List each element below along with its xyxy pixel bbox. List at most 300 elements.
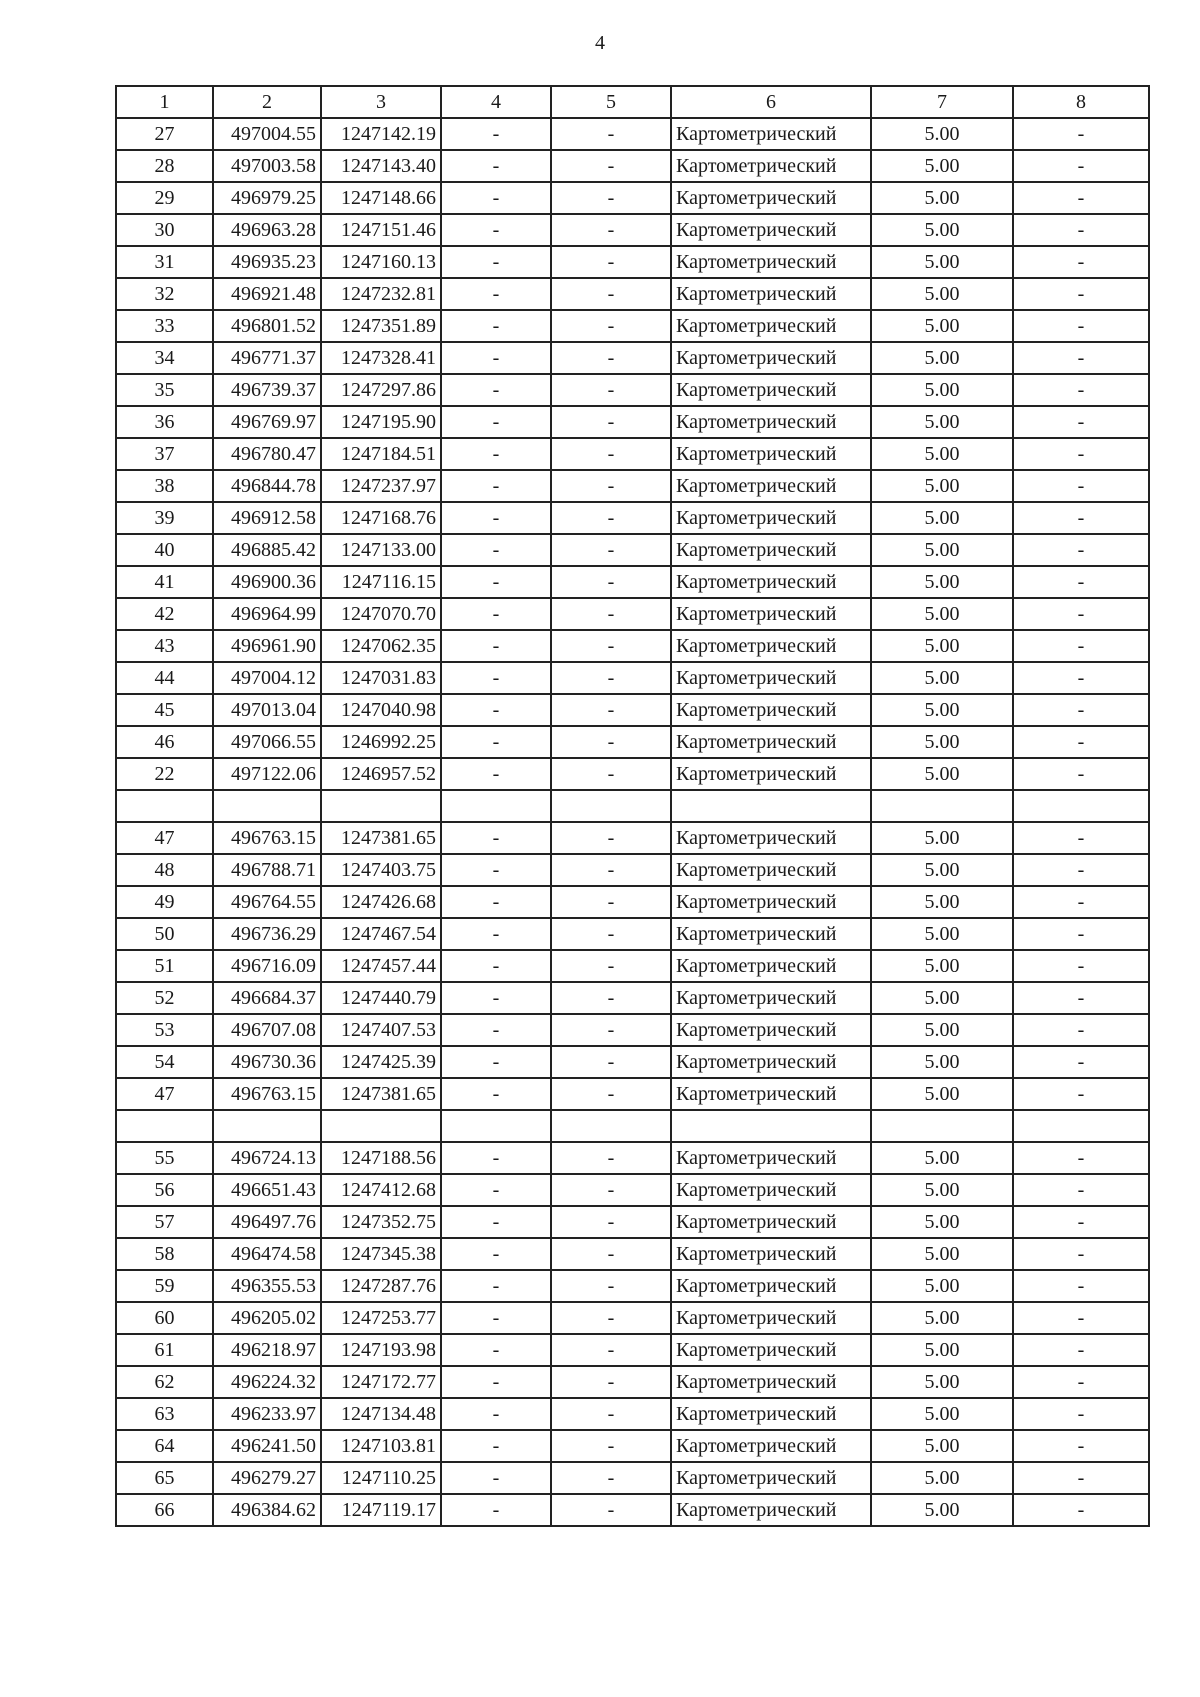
- accuracy-cell: 5.00: [871, 758, 1013, 790]
- point-number-cell: 29: [116, 182, 213, 214]
- accuracy-cell: 5.00: [871, 1398, 1013, 1430]
- accuracy-cell: 5.00: [871, 1174, 1013, 1206]
- method-cell: Картометрический: [671, 182, 871, 214]
- y-coordinate-cell: 1246992.25: [321, 726, 441, 758]
- column-5-cell: -: [551, 342, 671, 374]
- point-number-cell: [116, 1110, 213, 1142]
- y-coordinate-cell: 1247188.56: [321, 1142, 441, 1174]
- column-5-cell: [551, 1110, 671, 1142]
- method-cell: Картометрический: [671, 982, 871, 1014]
- table-row: [116, 630, 1149, 662]
- method-cell: Картометрический: [671, 502, 871, 534]
- column-5-cell: -: [551, 598, 671, 630]
- accuracy-cell: 5.00: [871, 598, 1013, 630]
- y-coordinate-cell: 1247412.68: [321, 1174, 441, 1206]
- table-row: [116, 662, 1149, 694]
- method-cell: Картометрический: [671, 1174, 871, 1206]
- column-8-cell: -: [1013, 438, 1149, 470]
- y-coordinate-cell: 1247381.65: [321, 822, 441, 854]
- column-8-cell: -: [1013, 182, 1149, 214]
- y-coordinate-cell: 1247133.00: [321, 534, 441, 566]
- point-number-cell: 32: [116, 278, 213, 310]
- method-cell: Картометрический: [671, 406, 871, 438]
- table-row: [116, 854, 1149, 886]
- point-number-cell: 41: [116, 566, 213, 598]
- point-number-cell: 40: [116, 534, 213, 566]
- column-5-cell: -: [551, 1302, 671, 1334]
- point-number-cell: 53: [116, 1014, 213, 1046]
- accuracy-cell: 5.00: [871, 1270, 1013, 1302]
- column-8-cell: -: [1013, 470, 1149, 502]
- column-5-cell: -: [551, 822, 671, 854]
- y-coordinate-cell: 1247351.89: [321, 310, 441, 342]
- point-number-cell: 35: [116, 374, 213, 406]
- column-5-cell: -: [551, 694, 671, 726]
- table-row: [116, 1142, 1149, 1174]
- y-coordinate-cell: 1247287.76: [321, 1270, 441, 1302]
- column-5-cell: -: [551, 1174, 671, 1206]
- column-4-cell: [441, 1110, 551, 1142]
- column-4-cell: -: [441, 1462, 551, 1494]
- point-number-cell: 61: [116, 1334, 213, 1366]
- table-row: [116, 534, 1149, 566]
- accuracy-cell: 5.00: [871, 502, 1013, 534]
- column-4-cell: -: [441, 406, 551, 438]
- method-cell: Картометрический: [671, 214, 871, 246]
- column-4-cell: -: [441, 1398, 551, 1430]
- method-cell: Картометрический: [671, 918, 871, 950]
- column-8-cell: -: [1013, 406, 1149, 438]
- x-coordinate-cell: 496788.71: [213, 854, 321, 886]
- method-cell: Картометрический: [671, 1398, 871, 1430]
- y-coordinate-cell: 1247172.77: [321, 1366, 441, 1398]
- column-5-cell: -: [551, 1494, 671, 1526]
- column-5-cell: -: [551, 1238, 671, 1270]
- method-cell: Картометрический: [671, 278, 871, 310]
- x-coordinate-cell: 496355.53: [213, 1270, 321, 1302]
- method-cell: Картометрический: [671, 1078, 871, 1110]
- x-coordinate-cell: 496224.32: [213, 1366, 321, 1398]
- accuracy-cell: 5.00: [871, 950, 1013, 982]
- table-row: [116, 758, 1149, 790]
- method-cell: Картометрический: [671, 374, 871, 406]
- x-coordinate-cell: 496935.23: [213, 246, 321, 278]
- y-coordinate-cell: 1247253.77: [321, 1302, 441, 1334]
- point-number-cell: 47: [116, 1078, 213, 1110]
- point-number-cell: 33: [116, 310, 213, 342]
- header-cell: 7: [871, 86, 1013, 118]
- method-cell: Картометрический: [671, 1302, 871, 1334]
- point-number-cell: 45: [116, 694, 213, 726]
- y-coordinate-cell: 1247237.97: [321, 470, 441, 502]
- column-5-cell: [551, 790, 671, 822]
- column-8-cell: -: [1013, 758, 1149, 790]
- column-8-cell: -: [1013, 502, 1149, 534]
- x-coordinate-cell: 496736.29: [213, 918, 321, 950]
- x-coordinate-cell: 496771.37: [213, 342, 321, 374]
- column-5-cell: -: [551, 406, 671, 438]
- table-row: [116, 790, 1149, 822]
- table-row: [116, 374, 1149, 406]
- column-5-cell: -: [551, 630, 671, 662]
- table-row: [116, 1430, 1149, 1462]
- method-cell: Картометрический: [671, 1238, 871, 1270]
- point-number-cell: 63: [116, 1398, 213, 1430]
- column-4-cell: -: [441, 1046, 551, 1078]
- column-8-cell: [1013, 1110, 1149, 1142]
- table-row: [116, 1014, 1149, 1046]
- accuracy-cell: 5.00: [871, 342, 1013, 374]
- column-4-cell: -: [441, 1334, 551, 1366]
- table-row: [116, 214, 1149, 246]
- column-8-cell: -: [1013, 566, 1149, 598]
- method-cell: Картометрический: [671, 726, 871, 758]
- point-number-cell: [116, 790, 213, 822]
- accuracy-cell: [871, 1110, 1013, 1142]
- table-row: [116, 1366, 1149, 1398]
- column-5-cell: -: [551, 214, 671, 246]
- y-coordinate-cell: 1247134.48: [321, 1398, 441, 1430]
- column-8-cell: -: [1013, 342, 1149, 374]
- point-number-cell: 56: [116, 1174, 213, 1206]
- method-cell: Картометрический: [671, 310, 871, 342]
- accuracy-cell: 5.00: [871, 310, 1013, 342]
- y-coordinate-cell: 1247119.17: [321, 1494, 441, 1526]
- method-cell: Картометрический: [671, 854, 871, 886]
- column-8-cell: -: [1013, 1334, 1149, 1366]
- method-cell: Картометрический: [671, 886, 871, 918]
- method-cell: Картометрический: [671, 822, 871, 854]
- column-4-cell: -: [441, 694, 551, 726]
- column-8-cell: -: [1013, 982, 1149, 1014]
- column-4-cell: -: [441, 566, 551, 598]
- column-8-cell: -: [1013, 534, 1149, 566]
- column-5-cell: -: [551, 1014, 671, 1046]
- y-coordinate-cell: 1247381.65: [321, 1078, 441, 1110]
- method-cell: Картометрический: [671, 1206, 871, 1238]
- point-number-cell: 62: [116, 1366, 213, 1398]
- accuracy-cell: 5.00: [871, 1462, 1013, 1494]
- point-number-cell: 59: [116, 1270, 213, 1302]
- table-body: [116, 86, 1149, 1526]
- y-coordinate-cell: 1247195.90: [321, 406, 441, 438]
- table-row: [116, 150, 1149, 182]
- column-8-cell: -: [1013, 374, 1149, 406]
- accuracy-cell: 5.00: [871, 278, 1013, 310]
- method-cell: Картометрический: [671, 630, 871, 662]
- y-coordinate-cell: 1247184.51: [321, 438, 441, 470]
- column-5-cell: -: [551, 1142, 671, 1174]
- y-coordinate-cell: 1247151.46: [321, 214, 441, 246]
- method-cell: Картометрический: [671, 150, 871, 182]
- column-5-cell: -: [551, 310, 671, 342]
- y-coordinate-cell: [321, 1110, 441, 1142]
- column-5-cell: -: [551, 1430, 671, 1462]
- column-5-cell: -: [551, 566, 671, 598]
- column-4-cell: -: [441, 246, 551, 278]
- y-coordinate-cell: 1247440.79: [321, 982, 441, 1014]
- column-4-cell: -: [441, 662, 551, 694]
- table-row: [116, 1270, 1149, 1302]
- point-number-cell: 42: [116, 598, 213, 630]
- accuracy-cell: 5.00: [871, 982, 1013, 1014]
- column-4-cell: -: [441, 982, 551, 1014]
- column-8-cell: -: [1013, 630, 1149, 662]
- column-4-cell: -: [441, 1238, 551, 1270]
- accuracy-cell: 5.00: [871, 118, 1013, 150]
- accuracy-cell: 5.00: [871, 182, 1013, 214]
- table-row: [116, 982, 1149, 1014]
- accuracy-cell: 5.00: [871, 1014, 1013, 1046]
- table-row: [116, 726, 1149, 758]
- table-row: [116, 566, 1149, 598]
- column-8-cell: -: [1013, 1462, 1149, 1494]
- column-5-cell: -: [551, 374, 671, 406]
- column-4-cell: -: [441, 214, 551, 246]
- x-coordinate-cell: 496979.25: [213, 182, 321, 214]
- point-number-cell: 22: [116, 758, 213, 790]
- column-5-cell: -: [551, 1366, 671, 1398]
- accuracy-cell: 5.00: [871, 246, 1013, 278]
- table-row: [116, 598, 1149, 630]
- x-coordinate-cell: 497066.55: [213, 726, 321, 758]
- x-coordinate-cell: 496218.97: [213, 1334, 321, 1366]
- method-cell: Картометрический: [671, 1046, 871, 1078]
- table-row: [116, 950, 1149, 982]
- table-row: [116, 342, 1149, 374]
- table-row: [116, 1494, 1149, 1526]
- x-coordinate-cell: [213, 1110, 321, 1142]
- table-row: [116, 1174, 1149, 1206]
- y-coordinate-cell: 1247143.40: [321, 150, 441, 182]
- x-coordinate-cell: 496964.99: [213, 598, 321, 630]
- column-4-cell: -: [441, 1270, 551, 1302]
- column-5-cell: -: [551, 1398, 671, 1430]
- table-row: [116, 822, 1149, 854]
- table-row: [116, 118, 1149, 150]
- y-coordinate-cell: 1246957.52: [321, 758, 441, 790]
- accuracy-cell: 5.00: [871, 918, 1013, 950]
- y-coordinate-cell: 1247345.38: [321, 1238, 441, 1270]
- column-5-cell: -: [551, 854, 671, 886]
- x-coordinate-cell: 496961.90: [213, 630, 321, 662]
- x-coordinate-cell: 497004.12: [213, 662, 321, 694]
- method-cell: Картометрический: [671, 566, 871, 598]
- accuracy-cell: 5.00: [871, 214, 1013, 246]
- accuracy-cell: 5.00: [871, 1046, 1013, 1078]
- column-8-cell: -: [1013, 1046, 1149, 1078]
- column-4-cell: -: [441, 374, 551, 406]
- column-8-cell: -: [1013, 1398, 1149, 1430]
- column-8-cell: -: [1013, 150, 1149, 182]
- column-4-cell: -: [441, 1366, 551, 1398]
- column-8-cell: -: [1013, 1174, 1149, 1206]
- column-5-cell: -: [551, 470, 671, 502]
- point-number-cell: 34: [116, 342, 213, 374]
- column-5-cell: -: [551, 246, 671, 278]
- column-8-cell: -: [1013, 1494, 1149, 1526]
- accuracy-cell: 5.00: [871, 406, 1013, 438]
- accuracy-cell: 5.00: [871, 662, 1013, 694]
- column-8-cell: [1013, 790, 1149, 822]
- accuracy-cell: [871, 790, 1013, 822]
- method-cell: Картометрический: [671, 758, 871, 790]
- column-4-cell: -: [441, 758, 551, 790]
- point-number-cell: 28: [116, 150, 213, 182]
- x-coordinate-cell: 496241.50: [213, 1430, 321, 1462]
- column-4-cell: -: [441, 1206, 551, 1238]
- table-row: [116, 182, 1149, 214]
- accuracy-cell: 5.00: [871, 886, 1013, 918]
- x-coordinate-cell: 496963.28: [213, 214, 321, 246]
- header-cell: 4: [441, 86, 551, 118]
- method-cell: [671, 790, 871, 822]
- accuracy-cell: 5.00: [871, 822, 1013, 854]
- accuracy-cell: 5.00: [871, 1206, 1013, 1238]
- accuracy-cell: 5.00: [871, 566, 1013, 598]
- method-cell: Картометрический: [671, 118, 871, 150]
- column-5-cell: -: [551, 918, 671, 950]
- y-coordinate-cell: [321, 790, 441, 822]
- column-4-cell: -: [441, 1302, 551, 1334]
- accuracy-cell: 5.00: [871, 1238, 1013, 1270]
- column-5-cell: -: [551, 982, 671, 1014]
- method-cell: Картометрический: [671, 598, 871, 630]
- x-coordinate-cell: 496885.42: [213, 534, 321, 566]
- table-row: [116, 1398, 1149, 1430]
- column-8-cell: -: [1013, 118, 1149, 150]
- x-coordinate-cell: 496900.36: [213, 566, 321, 598]
- x-coordinate-cell: 496279.27: [213, 1462, 321, 1494]
- column-5-cell: -: [551, 438, 671, 470]
- point-number-cell: 48: [116, 854, 213, 886]
- point-number-cell: 43: [116, 630, 213, 662]
- point-number-cell: 58: [116, 1238, 213, 1270]
- x-coordinate-cell: 496724.13: [213, 1142, 321, 1174]
- point-number-cell: 52: [116, 982, 213, 1014]
- column-8-cell: -: [1013, 1270, 1149, 1302]
- column-5-cell: -: [551, 1334, 671, 1366]
- x-coordinate-cell: 496474.58: [213, 1238, 321, 1270]
- table-row: [116, 470, 1149, 502]
- accuracy-cell: 5.00: [871, 1494, 1013, 1526]
- header-cell: 1: [116, 86, 213, 118]
- point-number-cell: 39: [116, 502, 213, 534]
- method-cell: Картометрический: [671, 1462, 871, 1494]
- x-coordinate-cell: 496844.78: [213, 470, 321, 502]
- point-number-cell: 27: [116, 118, 213, 150]
- table-row: [116, 246, 1149, 278]
- method-cell: [671, 1110, 871, 1142]
- column-8-cell: -: [1013, 598, 1149, 630]
- accuracy-cell: 5.00: [871, 1142, 1013, 1174]
- column-4-cell: -: [441, 1174, 551, 1206]
- point-number-cell: 57: [116, 1206, 213, 1238]
- column-4-cell: -: [441, 438, 551, 470]
- table-row: [116, 1462, 1149, 1494]
- x-coordinate-cell: 496233.97: [213, 1398, 321, 1430]
- column-8-cell: -: [1013, 726, 1149, 758]
- column-8-cell: -: [1013, 886, 1149, 918]
- table-row: [116, 1206, 1149, 1238]
- y-coordinate-cell: 1247457.44: [321, 950, 441, 982]
- page-number: 4: [595, 32, 605, 54]
- point-number-cell: 46: [116, 726, 213, 758]
- header-cell: 8: [1013, 86, 1149, 118]
- method-cell: Картометрический: [671, 1366, 871, 1398]
- x-coordinate-cell: 496739.37: [213, 374, 321, 406]
- column-4-cell: -: [441, 470, 551, 502]
- method-cell: Картометрический: [671, 438, 871, 470]
- y-coordinate-cell: 1247031.83: [321, 662, 441, 694]
- method-cell: Картометрический: [671, 342, 871, 374]
- column-8-cell: -: [1013, 950, 1149, 982]
- accuracy-cell: 5.00: [871, 438, 1013, 470]
- point-number-cell: 55: [116, 1142, 213, 1174]
- column-4-cell: -: [441, 726, 551, 758]
- y-coordinate-cell: 1247232.81: [321, 278, 441, 310]
- column-8-cell: -: [1013, 854, 1149, 886]
- x-coordinate-cell: 496764.55: [213, 886, 321, 918]
- method-cell: Картометрический: [671, 534, 871, 566]
- accuracy-cell: 5.00: [871, 630, 1013, 662]
- column-8-cell: -: [1013, 246, 1149, 278]
- table-row: [116, 1078, 1149, 1110]
- y-coordinate-cell: 1247328.41: [321, 342, 441, 374]
- header-cell: 2: [213, 86, 321, 118]
- column-4-cell: -: [441, 1014, 551, 1046]
- accuracy-cell: 5.00: [871, 1366, 1013, 1398]
- header-cell: 5: [551, 86, 671, 118]
- method-cell: Картометрический: [671, 694, 871, 726]
- y-coordinate-cell: 1247407.53: [321, 1014, 441, 1046]
- y-coordinate-cell: 1247426.68: [321, 886, 441, 918]
- accuracy-cell: 5.00: [871, 1334, 1013, 1366]
- method-cell: Картометрический: [671, 950, 871, 982]
- y-coordinate-cell: 1247193.98: [321, 1334, 441, 1366]
- x-coordinate-cell: 496707.08: [213, 1014, 321, 1046]
- point-number-cell: 31: [116, 246, 213, 278]
- column-4-cell: -: [441, 918, 551, 950]
- column-5-cell: -: [551, 502, 671, 534]
- column-5-cell: -: [551, 182, 671, 214]
- x-coordinate-cell: 496801.52: [213, 310, 321, 342]
- point-number-cell: 54: [116, 1046, 213, 1078]
- table-row: [116, 406, 1149, 438]
- x-coordinate-cell: [213, 790, 321, 822]
- x-coordinate-cell: 497122.06: [213, 758, 321, 790]
- column-5-cell: -: [551, 662, 671, 694]
- method-cell: Картометрический: [671, 1014, 871, 1046]
- column-5-cell: -: [551, 726, 671, 758]
- column-5-cell: -: [551, 118, 671, 150]
- column-4-cell: -: [441, 534, 551, 566]
- accuracy-cell: 5.00: [871, 726, 1013, 758]
- column-4-cell: -: [441, 822, 551, 854]
- x-coordinate-cell: 496684.37: [213, 982, 321, 1014]
- x-coordinate-cell: 496497.76: [213, 1206, 321, 1238]
- method-cell: Картометрический: [671, 246, 871, 278]
- column-5-cell: -: [551, 758, 671, 790]
- table-row: [116, 886, 1149, 918]
- column-8-cell: -: [1013, 694, 1149, 726]
- column-8-cell: -: [1013, 918, 1149, 950]
- y-coordinate-cell: 1247062.35: [321, 630, 441, 662]
- y-coordinate-cell: 1247168.76: [321, 502, 441, 534]
- column-8-cell: -: [1013, 1302, 1149, 1334]
- point-number-cell: 60: [116, 1302, 213, 1334]
- point-number-cell: 66: [116, 1494, 213, 1526]
